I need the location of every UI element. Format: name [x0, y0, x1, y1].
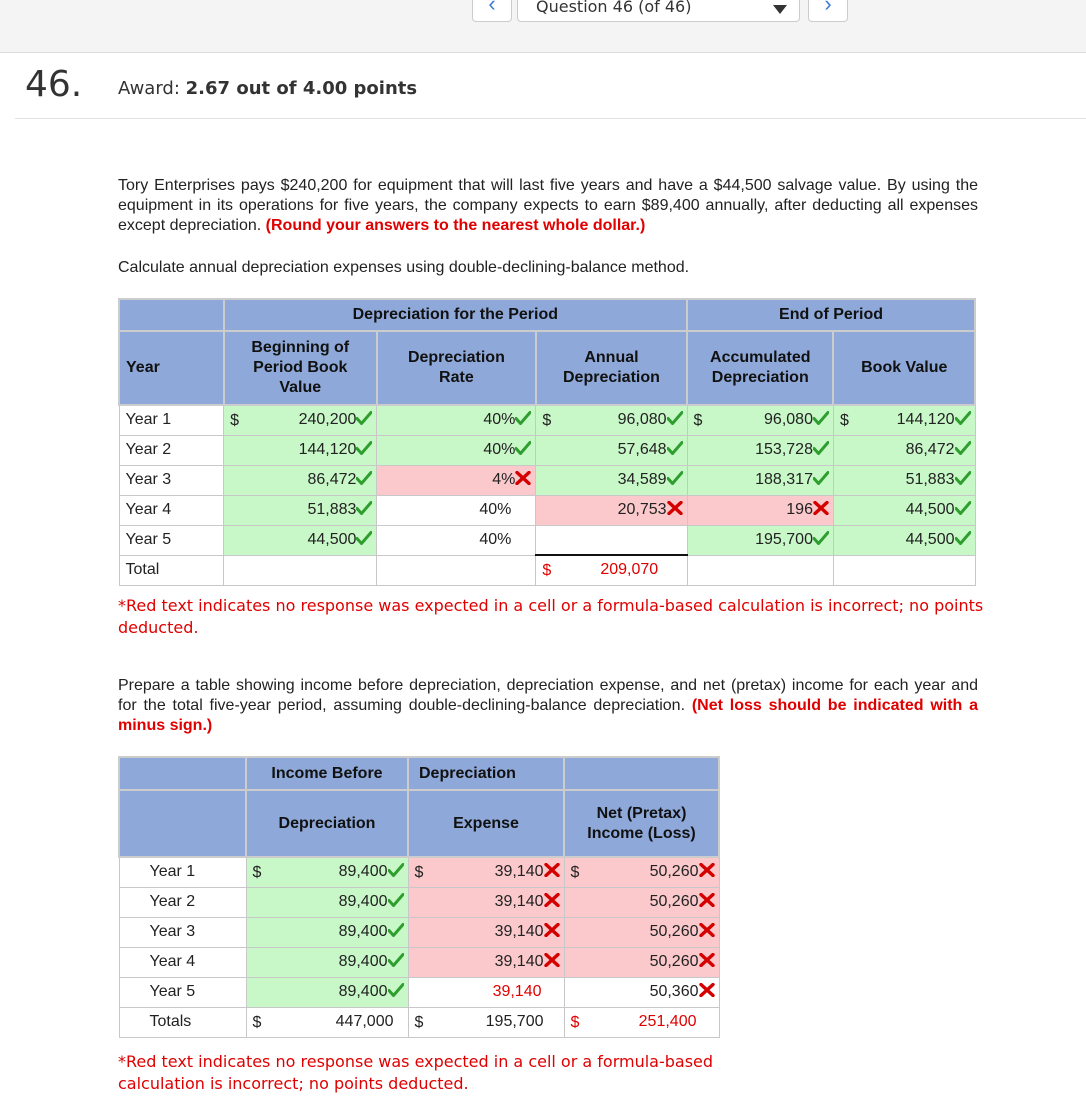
check-icon: [356, 471, 372, 485]
check-icon: [388, 953, 404, 967]
net-income-input[interactable]: [564, 947, 719, 977]
net-value: 50,260: [649, 863, 699, 881]
group-header-depreciation-period: Depreciation for the Period: [224, 299, 687, 331]
accumulated-depreciation-input[interactable]: [687, 525, 833, 555]
accumulated-value: 196: [786, 501, 813, 518]
dollar-sign: $: [693, 412, 703, 429]
cross-icon: [544, 923, 560, 937]
table-row: [119, 977, 719, 1007]
depreciation-expense-input[interactable]: [408, 887, 564, 917]
year-label: Year 1: [119, 405, 224, 435]
annual-value: 34,589: [617, 471, 667, 488]
rate-input[interactable]: [377, 435, 536, 465]
rate-value: 4%: [492, 471, 516, 488]
dollar-sign: $: [542, 412, 552, 429]
income-table: [118, 756, 720, 1038]
income-before-input[interactable]: [246, 887, 408, 917]
total-net-value: 251,400: [638, 1013, 697, 1030]
expense-value: 39,140: [494, 863, 544, 881]
check-icon: [667, 441, 683, 455]
total-depreciation-expense: [408, 1007, 564, 1037]
accumulated-depreciation-input[interactable]: [687, 495, 833, 525]
year-label: Year 5: [119, 525, 224, 555]
net-value: 50,260: [649, 953, 699, 970]
beginning-value: 86,472: [307, 471, 357, 488]
annual-depreciation-input[interactable]: [536, 435, 687, 465]
book-value-input[interactable]: [833, 435, 975, 465]
check-icon: [813, 411, 829, 425]
empty-cell: [833, 555, 975, 585]
year-label: Year 3: [119, 465, 224, 495]
dollar-sign: $: [230, 412, 239, 429]
rate-cell: [377, 495, 536, 525]
group-header-end-of-period: End of Period: [687, 299, 975, 331]
rounding-instruction: (Round your answers to the nearest whole dollar.): [265, 217, 646, 234]
total-row: [119, 555, 975, 585]
cross-icon: [544, 953, 560, 967]
book-value: 44,500: [905, 531, 955, 548]
total-annual-value: 209,070: [600, 561, 659, 579]
total-income-value: 447,000: [335, 1013, 394, 1030]
accumulated-value: 188,317: [755, 471, 813, 488]
dollar-sign: $: [414, 1013, 424, 1031]
check-icon: [955, 441, 971, 455]
cross-icon: [667, 501, 683, 515]
check-icon: [388, 893, 404, 907]
col-header-depreciation-top: Depreciation: [408, 757, 564, 790]
expense-value: 39,140: [492, 983, 542, 1000]
table-row: [119, 495, 975, 525]
table-row: [119, 917, 719, 947]
year-label: Year 4: [119, 947, 246, 977]
rate-cell: [377, 525, 536, 555]
accumulated-value: 96,080: [764, 411, 813, 429]
net-income-input[interactable]: [564, 857, 719, 887]
year-label: Year 4: [119, 495, 224, 525]
caret-down-icon: [773, 5, 787, 14]
book-value: 44,500: [905, 501, 955, 518]
award-prefix: Award:: [118, 78, 180, 99]
accumulated-depreciation-input[interactable]: [687, 405, 833, 435]
beginning-value-input[interactable]: [224, 405, 377, 435]
col-header-beginning-book-value: Beginning of Period Book Value: [224, 331, 377, 405]
cross-icon: [544, 863, 560, 877]
cross-icon: [813, 501, 829, 515]
annual-depreciation-input[interactable]: [536, 465, 687, 495]
net-value: 50,260: [649, 893, 699, 910]
beginning-value: 240,200: [298, 411, 357, 429]
beginning-value: 144,120: [298, 441, 357, 458]
check-icon: [515, 441, 531, 455]
depreciation-expense-input[interactable]: [408, 947, 564, 977]
net-income-input[interactable]: [564, 887, 719, 917]
rate-value: 40%: [483, 441, 516, 458]
col-header-depreciation: Depreciation: [246, 790, 408, 857]
col-header-annual-depreciation: Annual Depreciation: [536, 331, 687, 405]
annual-value: 57,648: [617, 441, 667, 458]
net-loss-instruction: (Net loss should be indicated with a minus sign.): [118, 697, 979, 734]
income-value: 89,400: [338, 983, 388, 1000]
part2-text: Prepare a table showing income before depreciation, depreciation expense, and net (pretax) income for each year and for the total five-year period, assuming double-declining-balance depreciation.: [118, 677, 978, 714]
income-before-input[interactable]: [246, 917, 408, 947]
check-icon: [388, 983, 404, 997]
table-row: [119, 405, 975, 435]
income-before-input[interactable]: [246, 947, 408, 977]
award-value: 2.67 out of 4.00 points: [185, 78, 418, 99]
cross-icon: [699, 983, 715, 997]
annual-value: 96,080: [617, 411, 667, 429]
problem-text: Tory Enterprises pays $240,200 for equipment that will last five years and have a $44,500 salvage value. By using the equipment in its operations for five years, the company expects to earn $89,400 annually, after deducting all expenses except depreciation.: [118, 177, 978, 234]
check-icon: [515, 411, 531, 425]
cross-icon: [699, 863, 715, 877]
previous-question-button[interactable]: [472, 0, 512, 22]
income-value: 89,400: [338, 923, 388, 940]
col-header-income-before: Income Before: [246, 757, 408, 790]
beginning-value-input[interactable]: [224, 525, 377, 555]
dollar-sign: $: [252, 1013, 262, 1031]
chevron-left-icon: ‹: [488, 0, 496, 16]
book-value-input[interactable]: [833, 495, 975, 525]
check-icon: [356, 411, 372, 425]
income-value: 89,400: [338, 893, 388, 910]
beginning-value-input[interactable]: [224, 435, 377, 465]
year-label: Year 2: [119, 887, 246, 917]
book-value: 144,120: [896, 411, 955, 429]
cross-icon: [699, 923, 715, 937]
check-icon: [813, 471, 829, 485]
expense-value: 39,140: [494, 953, 544, 970]
net-income-input[interactable]: [564, 917, 719, 947]
beginning-value-input[interactable]: [224, 465, 377, 495]
dollar-sign: $: [570, 1013, 580, 1031]
book-value-input[interactable]: [833, 465, 975, 495]
dollar-sign: $: [252, 864, 262, 881]
year-label: Year 3: [119, 917, 246, 947]
total-income-before: [246, 1007, 408, 1037]
book-value: 51,883: [905, 471, 955, 488]
check-icon: [955, 501, 971, 515]
accumulated-depreciation-input[interactable]: [687, 465, 833, 495]
question-navigation-bar: [0, 0, 1086, 53]
table-row: [119, 947, 719, 977]
red-text-note: *Red text indicates no response was expected in a cell or a formula-based calculation is incorrect; no points deducted.: [118, 1052, 714, 1093]
chevron-right-icon: ›: [824, 0, 832, 16]
col-header-year: Year: [119, 331, 224, 405]
expense-value: 39,140: [494, 893, 544, 910]
accumulated-depreciation-input[interactable]: [687, 435, 833, 465]
part1-prompt: Calculate annual depreciation expenses using double-declining-balance method.: [118, 259, 690, 276]
check-icon: [667, 471, 683, 485]
table-row: [119, 887, 719, 917]
cross-icon: [699, 953, 715, 967]
table-row: [119, 857, 719, 887]
check-icon: [388, 863, 404, 877]
dollar-sign: $: [839, 412, 849, 429]
depreciation-expense-input[interactable]: [408, 917, 564, 947]
totals-label: Totals: [119, 1007, 246, 1037]
col-header-depreciation-rate: Depreciation Rate: [377, 331, 536, 405]
depreciation-expense-input[interactable]: [408, 857, 564, 887]
rate-value: 40%: [479, 501, 512, 518]
check-icon: [955, 531, 971, 545]
question-selector-dropdown[interactable]: [517, 0, 800, 22]
dollar-sign: $: [542, 562, 552, 579]
total-label: Total: [119, 555, 224, 585]
beginning-value-input[interactable]: [224, 495, 377, 525]
annual-depreciation-input[interactable]: [536, 495, 687, 525]
rate-value: 40%: [479, 531, 512, 548]
divider: [15, 118, 1086, 119]
annual-depreciation-input[interactable]: [536, 525, 687, 555]
rate-value: 40%: [483, 411, 516, 429]
net-value: 50,260: [649, 923, 699, 940]
table-row: [119, 435, 975, 465]
next-question-button[interactable]: [808, 0, 848, 22]
dollar-sign: $: [414, 864, 424, 881]
check-icon: [955, 471, 971, 485]
annual-value: 20,753: [617, 501, 667, 518]
income-value: 89,400: [338, 953, 388, 970]
col-header-accumulated-depreciation: Accumulated Depreciation: [687, 331, 833, 405]
dollar-sign: $: [570, 864, 580, 881]
empty-cell: [224, 555, 377, 585]
year-label: Year 1: [119, 857, 246, 887]
check-icon: [356, 531, 372, 545]
rate-input[interactable]: [377, 465, 536, 495]
annual-depreciation-input[interactable]: [536, 405, 687, 435]
total-annual-depreciation: [536, 555, 687, 585]
check-icon: [667, 411, 683, 425]
check-icon: [813, 441, 829, 455]
book-value: 86,472: [905, 441, 955, 458]
income-before-input[interactable]: [246, 977, 408, 1007]
table-row: [119, 525, 975, 555]
income-before-input[interactable]: [246, 857, 408, 887]
accumulated-value: 153,728: [755, 441, 813, 458]
total-expense-value: 195,700: [485, 1013, 544, 1030]
question-number: 46.: [25, 64, 83, 105]
red-text-note: *Red text indicates no response was expected in a cell or a formula-based calculation is incorrect; no points deducted.: [118, 596, 984, 637]
empty-cell: [377, 555, 536, 585]
award-score: [118, 78, 417, 99]
beginning-value: 51,883: [307, 501, 357, 518]
depreciation-table: [118, 298, 976, 586]
check-icon: [955, 411, 971, 425]
income-value: 89,400: [338, 863, 388, 881]
cross-icon: [699, 893, 715, 907]
table-row: [119, 465, 975, 495]
net-value: 50,360: [649, 983, 699, 1000]
empty-cell: [687, 555, 833, 585]
depreciation-expense-cell: [408, 977, 564, 1007]
check-icon: [356, 441, 372, 455]
rate-input[interactable]: [377, 405, 536, 435]
col-header-book-value: Book Value: [833, 331, 975, 405]
part2-prompt: [118, 676, 978, 736]
cross-icon: [515, 471, 531, 485]
accumulated-value: 195,700: [755, 531, 813, 548]
cross-icon: [544, 893, 560, 907]
check-icon: [356, 501, 372, 515]
check-icon: [388, 923, 404, 937]
year-label: Year 5: [119, 977, 246, 1007]
totals-row: [119, 1007, 719, 1037]
net-income-input[interactable]: [564, 977, 719, 1007]
total-net-income: [564, 1007, 719, 1037]
book-value-input[interactable]: [833, 405, 975, 435]
problem-statement: [118, 176, 978, 236]
col-header-net-income: Net (Pretax) Income (Loss): [564, 790, 719, 857]
question-selector-label: Question 46 (of 46): [536, 0, 692, 16]
book-value-input[interactable]: [833, 525, 975, 555]
expense-value: 39,140: [494, 923, 544, 940]
year-label: Year 2: [119, 435, 224, 465]
col-header-expense: Expense: [408, 790, 564, 857]
beginning-value: 44,500: [307, 531, 357, 548]
check-icon: [813, 531, 829, 545]
